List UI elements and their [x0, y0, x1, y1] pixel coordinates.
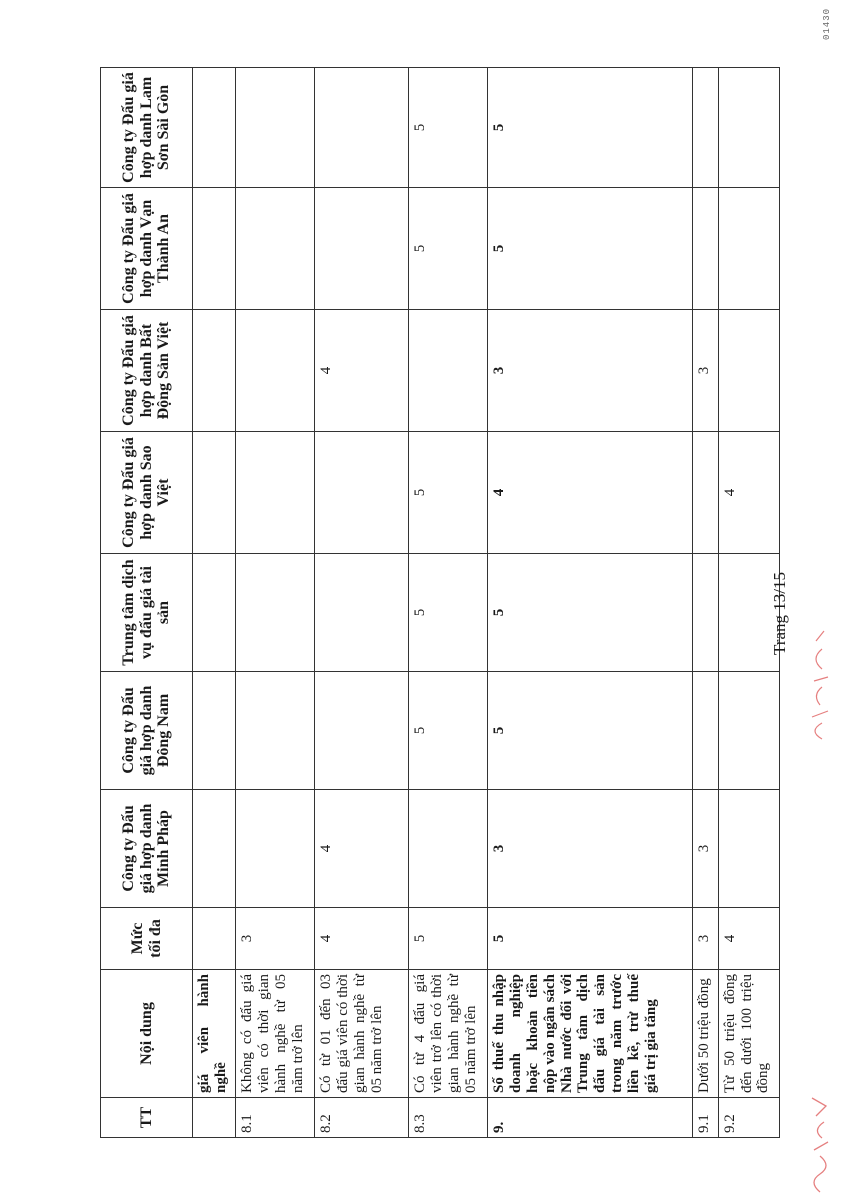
header-org: Công ty Đấu giá hợp danh Bất Động Sản Việt — [101, 310, 193, 432]
score-cell — [236, 432, 315, 554]
header-org: Công ty Đấu giá hợp danh Đông Nam — [101, 672, 193, 790]
row-number: 8.2 — [315, 1098, 409, 1138]
score-cell: 4 — [315, 310, 409, 432]
row-content: Có từ 01 đến 03 đấu giá viên có thời gian hành nghề từ 05 năm trở lên — [315, 970, 409, 1098]
row-number: 8.1 — [236, 1098, 315, 1138]
scoring-table — [100, 67, 780, 1138]
score-cell — [693, 188, 719, 310]
row-number — [193, 1098, 236, 1138]
row-content: giá viên hành nghề — [193, 970, 236, 1098]
score-cell — [693, 554, 719, 672]
score-cell — [315, 68, 409, 188]
score-cell: 3 — [488, 790, 693, 908]
score-cell — [236, 790, 315, 908]
score-cell — [409, 310, 488, 432]
score-cell: 3 — [488, 310, 693, 432]
score-cell: 5 — [488, 672, 693, 790]
row-content: Không có đấu giá viên có thời gian hành nghề từ 05 năm trở lên — [236, 970, 315, 1098]
score-cell — [193, 68, 236, 188]
header-org: Công ty Đấu giá hợp danh Sao Việt — [101, 432, 193, 554]
score-cell — [236, 672, 315, 790]
table-row — [315, 68, 409, 1138]
score-cell: 3 — [693, 310, 719, 432]
row-number: 9.1 — [693, 1098, 719, 1138]
score-cell: 5 — [409, 188, 488, 310]
score-cell — [315, 432, 409, 554]
score-cell — [718, 672, 779, 790]
score-cell — [315, 672, 409, 790]
signature-mark — [800, 1080, 840, 1200]
score-cell — [409, 790, 488, 908]
table-row — [236, 68, 315, 1138]
score-cell — [193, 310, 236, 432]
score-cell — [236, 68, 315, 188]
row-max: 3 — [693, 908, 719, 970]
score-cell: 5 — [488, 188, 693, 310]
row-number: 9. — [488, 1098, 693, 1138]
score-cell — [236, 310, 315, 432]
score-cell — [193, 554, 236, 672]
header-max: Mức tối đa — [101, 908, 193, 970]
row-max: 3 — [236, 908, 315, 970]
score-cell — [315, 554, 409, 672]
score-cell — [193, 188, 236, 310]
row-content: Có từ 4 đấu giá viên trở lên có thời gian hành nghề từ 05 năm trở lên — [409, 970, 488, 1098]
row-content: Số thuế thu nhập doanh nghiệp hoặc khoản tiền nộp vào ngân sách Nhà nước đối với Trung tâm dịch đấu giá tài sản trong năm trước liền kề, trừ thuế giá trị gia tăng — [488, 970, 693, 1098]
score-cell — [693, 672, 719, 790]
score-cell — [718, 790, 779, 908]
score-cell — [315, 188, 409, 310]
header-org: Công ty Đấu giá hợp danh Vạn Thành An — [101, 188, 193, 310]
score-cell — [718, 188, 779, 310]
score-cell: 5 — [409, 672, 488, 790]
row-number: 9.2 — [718, 1098, 779, 1138]
row-content: Dưới 50 triệu đồng — [693, 970, 719, 1098]
row-max: 5 — [488, 908, 693, 970]
header-tt: TT — [101, 1098, 193, 1138]
score-cell: 5 — [409, 68, 488, 188]
stamp-number: 01430 — [822, 7, 832, 40]
score-cell — [693, 68, 719, 188]
score-cell — [693, 432, 719, 554]
row-max: 4 — [718, 908, 779, 970]
score-cell — [193, 432, 236, 554]
row-max: 4 — [315, 908, 409, 970]
score-cell — [193, 672, 236, 790]
page-number: Trang 13/15 — [770, 572, 789, 655]
row-max — [193, 908, 236, 970]
header-org: Công ty Đấu giá hợp danh Lam Sơn Sài Gòn — [101, 68, 193, 188]
table-row — [193, 68, 236, 1138]
score-cell: 5 — [488, 68, 693, 188]
table-row — [409, 68, 488, 1138]
score-cell: 5 — [488, 554, 693, 672]
signature-mark — [800, 615, 840, 745]
score-cell: 4 — [488, 432, 693, 554]
table-row — [488, 68, 693, 1138]
score-cell: 4 — [315, 790, 409, 908]
row-content: Từ 50 triệu đồng đến dưới 100 triệu đồng — [718, 970, 779, 1098]
score-cell: 5 — [409, 432, 488, 554]
score-cell — [236, 554, 315, 672]
header-org: Công ty Đấu giá hợp danh Minh Pháp — [101, 790, 193, 908]
header-content: Nội dung — [101, 970, 193, 1098]
score-cell — [718, 310, 779, 432]
score-cell: 4 — [718, 432, 779, 554]
score-cell — [236, 188, 315, 310]
score-cell: 3 — [693, 790, 719, 908]
score-cell — [718, 68, 779, 188]
row-max: 5 — [409, 908, 488, 970]
score-cell: 5 — [409, 554, 488, 672]
table-row — [693, 68, 719, 1138]
score-cell — [193, 790, 236, 908]
header-org: Trung tâm dịch vụ đấu giá tài sản — [101, 554, 193, 672]
header-row — [101, 68, 193, 1138]
row-number: 8.3 — [409, 1098, 488, 1138]
